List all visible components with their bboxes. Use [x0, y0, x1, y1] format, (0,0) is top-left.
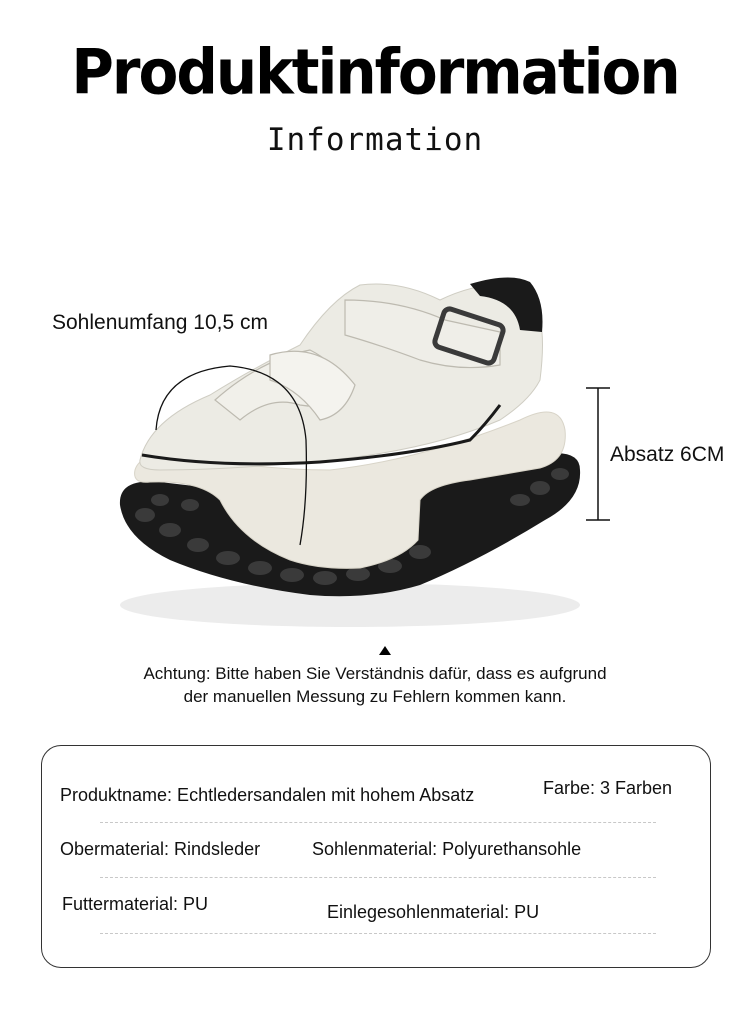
insole-material: Einlegesohlenmaterial: PU: [327, 902, 540, 922]
product-name: Produktname: Echtledersandalen mit hohem Absatz: [60, 785, 475, 805]
page-subtitle: Information: [266, 122, 484, 158]
caret-up-icon: [379, 646, 391, 655]
sole-circumference-label: Sohlenumfang 10,5 cm: [52, 311, 268, 334]
lining-material: Futtermaterial: PU: [62, 894, 209, 914]
heel-height-label: Absatz 6CM: [610, 443, 725, 466]
page-title: Produktinformation: [71, 35, 679, 109]
product-color: Farbe: 3 Farben: [543, 778, 673, 798]
note-line-1: Achtung: Bitte haben Sie Verständnis dafür, dass es aufgrund: [143, 664, 607, 683]
note-line-2: der manuellen Messung zu Fehlern kommen kann.: [183, 687, 567, 706]
height-bracket-icon: [586, 388, 610, 520]
divider: [100, 933, 656, 934]
divider: [100, 877, 656, 878]
sole-material: Sohlenmaterial: Polyurethansohle: [312, 839, 582, 859]
divider: [100, 822, 656, 823]
upper-material: Obermaterial: Rindsleder: [60, 839, 261, 859]
